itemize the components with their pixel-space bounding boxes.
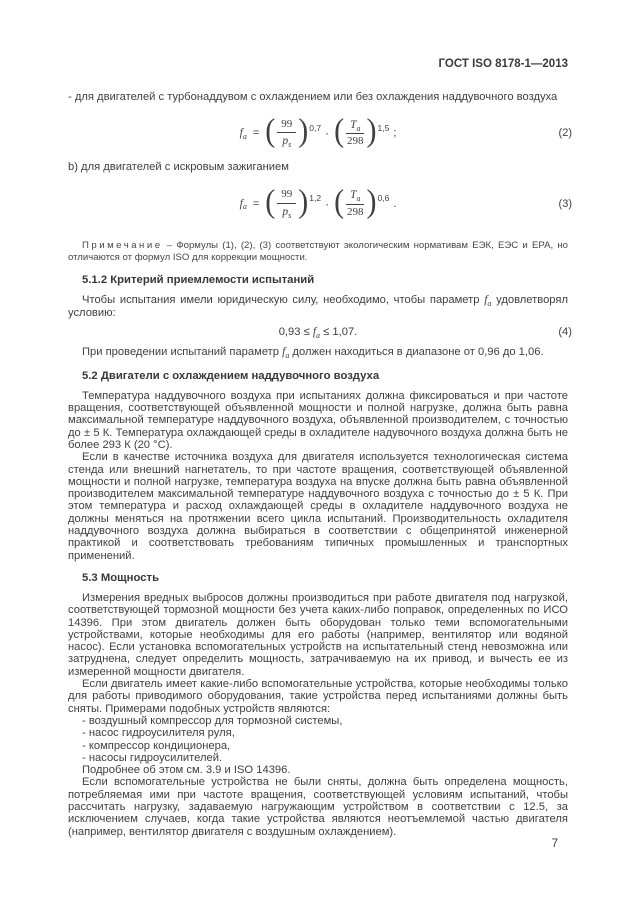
- fraction-99-ps: 99 $p_s$: [277, 118, 296, 150]
- formula-2-number: (2): [558, 127, 572, 140]
- fa-subscript: a: [242, 202, 247, 212]
- section-title-5-3: 5.3 Мощность: [82, 571, 160, 584]
- open-paren: (: [334, 182, 345, 220]
- paragraph-5-3-1: Измерения вредных выбросов должны производиться при работе двигателя под нагрузкой, соответствующей тормозной мощности без учета каких-либо поправок, определенных по ИСО 14396. При этом двигатель должен быть оборудован только теми вспомогательными устройствами, которые необходимы для его работы (например, вентилятор или водяной насос). Если установка вспомогательных устройств на испытательный стенд невозможна или затруднена, следует определить мощность, затрачиваемую на их привод, и вычесть ее из измеренной мощности двигателя.: [68, 591, 568, 678]
- intro-line-turbo: - для двигателей с турбонаддувом с охлаждением или без охлаждения наддувочного воздуха: [68, 91, 558, 103]
- paragraph-5-1-2-condition: Чтобы испытания имели юридическую силу, необходимо, чтобы параметр $f_a$ удовлетворял условию:: [68, 293, 568, 319]
- section-title-5-1-2: 5.1.2 Критерий приемлемости испытаний: [82, 273, 315, 286]
- list-item: - насосы гидроусилителей.: [82, 751, 223, 764]
- formula-3-number: (3): [558, 197, 572, 210]
- multiply-dot: ·: [325, 196, 330, 211]
- exponent: 1,2: [309, 192, 322, 203]
- open-paren: (: [265, 112, 276, 149]
- close-paren: ): [298, 182, 309, 220]
- fa-symbol: f: [312, 326, 317, 339]
- close-paren: ): [366, 112, 377, 149]
- paragraph-5-2-2: Если в качестве источника воздуха для двигателя используется технологическая система стенда или внешний нагнетатель, то при частоте вращения, соответствующей объявленной мощности и полной нагрузке, температура воздуха на впуске должна быть равна объявленной производителем максимальной температуре наддувочного воздуха с точностью до ± 5 К. При этом температура и расход охлаждающей среды в охладителе наддувочного воздуха не должны меняться на протяжении всего цикла испытаний. Производительность охладителя наддувочного воздуха должна выбираться в соответствии с общепринятой инженерной практикой и соответствовать требованиям типичных промышленных и транспортных применений.: [68, 451, 568, 562]
- fraction-ta-298: $T_a$ 298: [347, 188, 364, 218]
- open-paren: (: [265, 182, 276, 220]
- multiply-dot: ·: [325, 126, 330, 141]
- fa-symbol: f: [239, 127, 243, 140]
- list-item: - насос гидроусилителя руля,: [82, 727, 235, 740]
- formula-2-expression: [239, 112, 397, 150]
- formula-3: [68, 178, 572, 230]
- formula-4-number: (4): [558, 326, 572, 339]
- formula-3-expression: [239, 182, 397, 220]
- fa-symbol: f: [282, 346, 286, 359]
- fa-subscript: a: [316, 331, 321, 341]
- open-paren: (: [334, 112, 345, 149]
- fa-symbol: f: [239, 197, 243, 210]
- exponent: 1,5: [377, 122, 390, 133]
- fraction-99-ps: 99 $p_s$: [277, 188, 296, 220]
- close-paren: ): [366, 182, 377, 220]
- list-item: - компрессор кондиционера,: [82, 739, 231, 752]
- note-label: Примечание: [82, 239, 163, 251]
- equals-sign: =: [252, 197, 260, 210]
- fa-subscript: a: [242, 131, 247, 141]
- note-text: Формулы (1), (2), (3) соответствуют экологическим нормативам ЕЭК, ЕЭС и ЕРА, но отличаются от формул ISO для коррекции мощности.: [68, 239, 569, 263]
- formula-2: [68, 107, 572, 159]
- note-paragraph: [68, 240, 568, 264]
- formula-tail: .: [393, 197, 397, 210]
- fa-subscript: a: [285, 351, 290, 361]
- doc-header-code: ГОСТ ISO 8178-1—2013: [438, 58, 568, 70]
- fa-subscript: a: [487, 298, 492, 308]
- paragraph-5-3-2: Если двигатель имеет какие-либо вспомогательные устройства, которые необходимы только для работы приводимого оборудования, такие устройства перед испытаниями должны быть сняты. Примерами подобных устройств являются:: [68, 678, 568, 715]
- exponent: 0,7: [309, 122, 322, 133]
- paragraph-5-1-2-range: При проведении испытаний параметр $f_a$ должен находиться в диапазоне от 0,96 до 1,06.: [82, 346, 544, 361]
- paragraph-5-2-1: Температура наддувочного воздуха при испытаниях должна фиксироваться и при частоте вращения, соответствующей объявленной мощности и полной нагрузке, должна быть равна максимальной температуре наддувочного воздуха, объявленной производителем, с точностью до ± 5 К. Температура охлаждающей среды в охладителе надувочного воздуха должна быть не более 293 К (20 °С).: [68, 389, 568, 451]
- note-dash: –: [166, 239, 173, 251]
- formula-4: $0,93 \le f_a \le 1,07$. (4): [278, 326, 572, 341]
- close-paren: ): [298, 112, 309, 149]
- page-number: 7: [551, 838, 558, 850]
- fraction-ta-298: $T_a$ 298: [347, 118, 364, 148]
- equals-sign: =: [252, 127, 260, 140]
- formula-tail: ;: [393, 127, 397, 140]
- exponent: 0,6: [377, 192, 390, 203]
- fa-symbol: f: [484, 293, 488, 306]
- list-item: - воздушный компрессор для тормозной системы,: [82, 714, 343, 727]
- see-also-line: Подробнее об этом см. 3.9 и ISO 14396.: [82, 764, 291, 777]
- paragraph-5-3-3: Если вспомогательные устройства не были сняты, должна быть определена мощность, потребляемая ими при частоте вращения, соответствующей условиям испытаний, чтобы рассчитать нагрузку, задаваемую нагружающим устройством в соответствии с 12.5, за исключением случаев, когда такие устройства являются неотъемлемой частью двигателя (например, вентилятор двигателя с воздушным охлаждением).: [68, 776, 568, 838]
- section-title-5-2: 5.2 Двигатели с охлаждением наддувочного воздуха: [82, 369, 380, 382]
- intro-line-spark: b) для двигателей с искровым зажиганием: [68, 161, 289, 174]
